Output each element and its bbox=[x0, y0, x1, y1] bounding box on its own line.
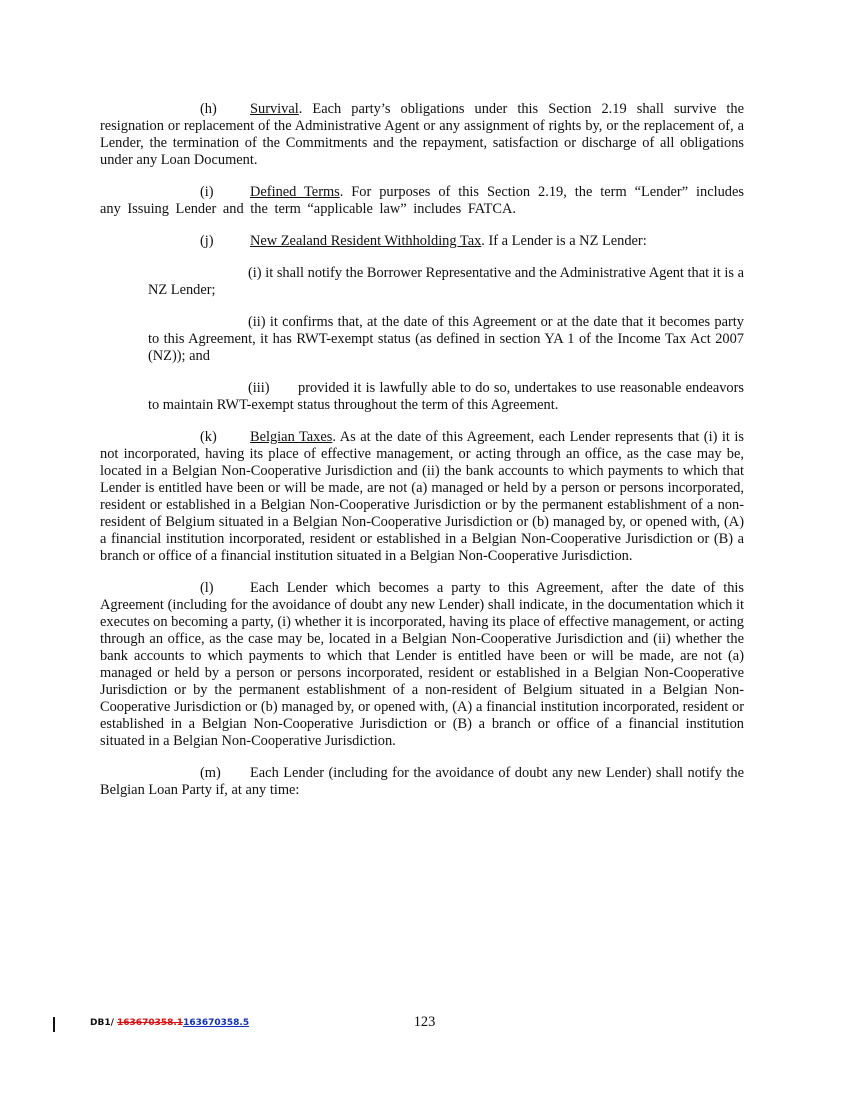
paragraph-h bbox=[100, 101, 744, 169]
document-body bbox=[100, 101, 744, 814]
paragraph-text: Each Lender (including for the avoidance of doubt any new Lender) shall notify the Belgian Loan Party if, at any time: bbox=[100, 765, 744, 798]
paragraph-j bbox=[100, 233, 744, 250]
paragraph-number: (j) bbox=[200, 233, 214, 249]
document-id-prefix: DB1/ bbox=[90, 1018, 118, 1028]
paragraph-text: (ii) it confirms that, at the date of this Agreement or at the date that it becomes party to this Agreement, it has RWT-exempt status (as defined in section YA 1 of the Income Tax Act 2007 (NZ)); and bbox=[148, 314, 744, 364]
paragraph-text: . If a Lender is a NZ Lender: bbox=[481, 233, 647, 249]
paragraph-l bbox=[100, 580, 744, 750]
paragraph-number: (l) bbox=[200, 580, 214, 596]
section-heading-belgian-taxes: Belgian Taxes bbox=[250, 429, 333, 445]
document-id-inserted: 163670358.5 bbox=[183, 1018, 250, 1028]
paragraph-number: (m) bbox=[200, 765, 221, 781]
paragraph-text: (i) it shall notify the Borrower Representative and the Administrative Agent that it is a NZ Lender; bbox=[148, 265, 744, 298]
paragraph-number: (h) bbox=[200, 101, 217, 117]
paragraph-m bbox=[100, 765, 744, 799]
paragraph-text: provided it is lawfully able to do so, undertakes to use reasonable endeavors to maintain RWT-exempt status throughout the term of this Agreement. bbox=[148, 380, 744, 413]
paragraph-j-ii bbox=[148, 314, 744, 365]
paragraph-text: . For purposes of this Section 2.19, the term “Lender” includes any Issuing Lender and the term “applicable law” includes FATCA. bbox=[100, 184, 744, 217]
paragraph-j-i bbox=[148, 265, 744, 299]
paragraph-text: Each Lender which becomes a party to this Agreement, after the date of this Agreement (including for the avoidance of doubt any new Lender) shall indicate, in the documentation which it executes on becoming a party, (i) whether it is incorporated, having its place of effective management, or acting through an office, as the case may be, located in a Belgian Non-Cooperative Jurisdiction and (ii) whether the bank accounts to which payments to which that Lender is entitled have been or will be made, are not (a) managed or held by a person or persons incorporated, resident or established in a Belgian Non-Cooperative Jurisdiction or by the permanent establishment of a non-resident of Belgium situated in a Belgian Non-Cooperative Jurisdiction or (b) managed by, or opened with, (A) a financial institution incorporated, resident or established in a Belgian Non-Cooperative Jurisdiction or (B) a branch or office of a financial institution situated in a Belgian Non-Cooperative Jurisdiction. bbox=[100, 580, 744, 749]
paragraph-text: . Each party’s obligations under this Section 2.19 shall survive the resignation or replacement of the Administrative Agent or any assignment of rights by, or the replacement of, a Lender, the termination of the Commitments and the repayment, satisfaction or discharge of all obligations under any Loan Document. bbox=[100, 101, 744, 168]
paragraph-j-iii bbox=[148, 380, 744, 414]
paragraph-number: (iii) bbox=[248, 380, 270, 396]
section-heading-defined-terms: Defined Terms bbox=[250, 184, 340, 200]
paragraph-number: (k) bbox=[200, 429, 217, 445]
document-id-deleted: 163670358.1 bbox=[117, 1018, 184, 1028]
paragraph-number: (i) bbox=[200, 184, 214, 200]
section-heading-survival: Survival bbox=[250, 101, 299, 117]
paragraph-text: . As at the date of this Agreement, each Lender represents that (i) it is not incorporated, having its place of effective management, or acting through an office, as the case may be, located in a Belgian Non-Cooperative Jurisdiction and (ii) the bank accounts to which payments to which that Lender is entitled have been or will be made, are not (a) managed or held by a person or persons incorporated, resident or established in a Belgian Non-Cooperative Jurisdiction or by the permanent establishment of a non-resident of Belgium situated in a Belgian Non-Cooperative Jurisdiction or (b) managed by, or opened with, (A) a financial institution incorporated, resident or established in a Belgian Non-Cooperative Jurisdiction or (B) a branch or office of a financial institution situated in a Belgian Non-Cooperative Jurisdiction. bbox=[100, 429, 744, 564]
paragraph-k bbox=[100, 429, 744, 565]
section-heading-nz-withholding: New Zealand Resident Withholding Tax bbox=[250, 233, 482, 249]
page-number: 123 bbox=[413, 1014, 436, 1030]
paragraph-i bbox=[100, 184, 744, 218]
